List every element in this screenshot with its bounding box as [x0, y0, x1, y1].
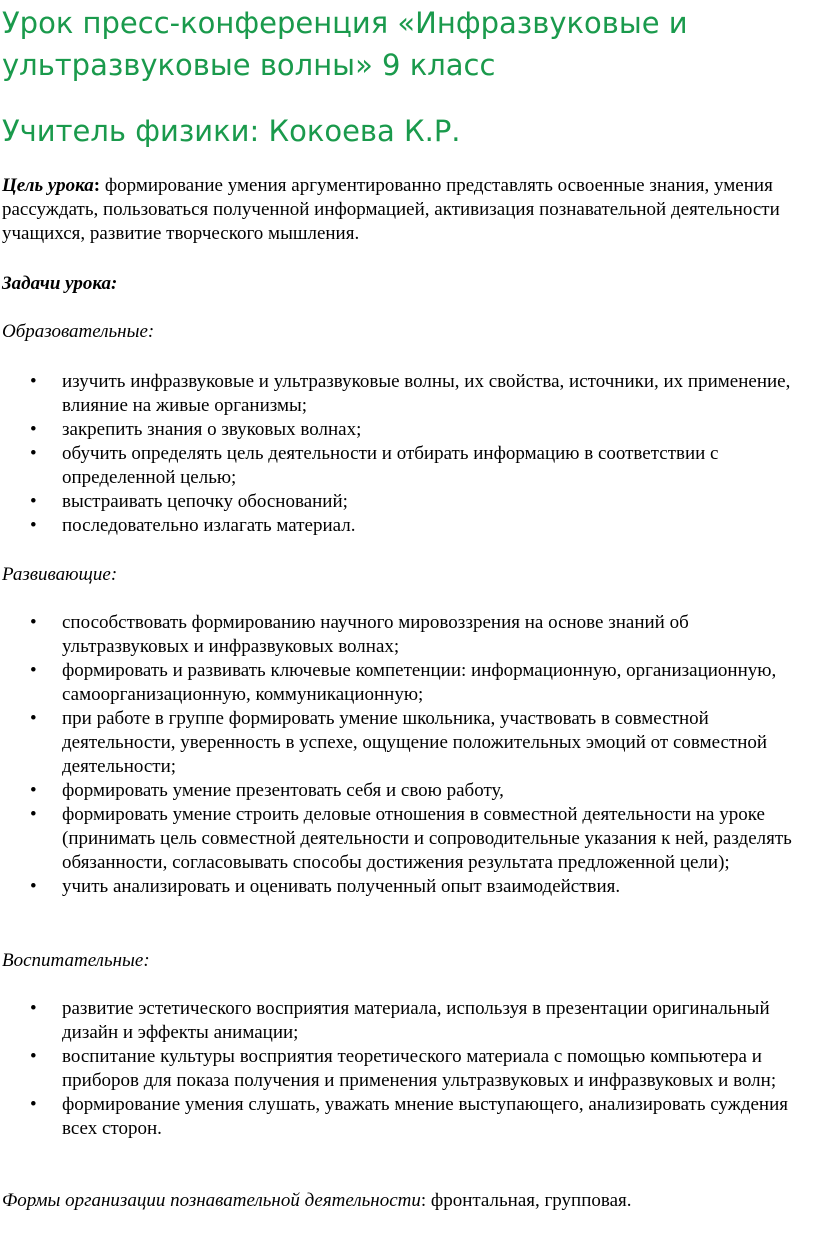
bullet: •: [30, 998, 37, 1019]
bullet: •: [30, 371, 37, 392]
goal-label: Цель урока: [2, 175, 94, 196]
list-item: • закрепить знания о звуковых волнах;: [30, 419, 362, 440]
list-item: • воспитание культуры восприятия теоретического материала с помощью компьютера и приборов для показа получения и применения ультразвуковых и инфразвуковых и волн;: [30, 1046, 777, 1091]
bullet: •: [30, 780, 37, 801]
bullet: •: [30, 515, 37, 536]
bullet: •: [30, 708, 37, 729]
activity-forms: [2, 1189, 814, 1213]
section-heading-upbringing: Воспитательные:: [2, 950, 150, 971]
lesson-title: Урок пресс-конференция «Инфразвуковые и ультразвуковые волны» 9 класс: [2, 6, 688, 82]
lesson-goal: [2, 174, 814, 246]
list-item: • изучить инфразвуковые и ультразвуковые волны, их свойства, источники, их применение, влияние на живые организмы;: [30, 371, 791, 416]
teacher-heading: Учитель физики: Кокоева К.Р.: [2, 114, 461, 148]
goal-text: формирование умения аргументированно представлять освоенные знания, умения рассуждать, пользоваться полученной информацией, активизация познавательной деятельности учащихся, развитие творческого мышления.: [2, 175, 780, 244]
forms-text: : фронтальная, групповая.: [420, 1190, 632, 1211]
list-item: • обучить определять цель деятельности и отбирать информацию в соответствии с определенной целью;: [30, 443, 719, 488]
list-item: • способствовать формированию научного мировоззрения на основе знаний об ультразвуковых и инфразвуковых волнах;: [30, 612, 689, 657]
forms-label: Формы организации познавательной деятельности: [2, 1190, 421, 1211]
list-item: • развитие эстетического восприятия материала, используя в презентации оригинальный дизайн и эффекты анимации;: [30, 998, 770, 1043]
bullet: •: [30, 1094, 37, 1115]
goal-colon: :: [93, 175, 101, 196]
section-heading-educational: Образовательные:: [2, 321, 155, 342]
list-item: • формировать умение презентовать себя и свою работу,: [30, 780, 504, 801]
list-item: • при работе в группе формировать умение школьника, участвовать в совместной деятельности, уверенность в успехе, ощущение положительных эмоций от совместной деятельности;: [30, 708, 768, 777]
list-item: • формировать и развивать ключевые компетенции: информационную, организационную, самоорганизационную, коммуникационную;: [30, 660, 777, 705]
list-item: • учить анализировать и оценивать полученный опыт взаимодействия.: [30, 876, 621, 897]
bullet: •: [30, 491, 37, 512]
list-item: • последовательно излагать материал.: [30, 515, 356, 536]
educational-list: [0, 370, 816, 538]
bullet: •: [30, 876, 37, 897]
section-heading-developing: Развивающие:: [2, 564, 118, 585]
bullet: •: [30, 419, 37, 440]
tasks-heading: Задачи урока:: [2, 273, 118, 294]
bullet: •: [30, 660, 37, 681]
bullet: •: [30, 612, 37, 633]
list-item: • выстраивать цепочку обоснований;: [30, 491, 348, 512]
bullet: •: [30, 804, 37, 825]
list-item: • формирование умения слушать, уважать мнение выступающего, анализировать суждения всех сторон.: [30, 1094, 788, 1139]
list-item: • формировать умение строить деловые отношения в совместной деятельности на уроке (принимать цель совместной деятельности и сопроводительные указания к ней, разделять обязанности, согласовывать способы достижения результата предложенной цели);: [30, 804, 792, 873]
developing-list: [0, 611, 816, 899]
bullet: •: [30, 1046, 37, 1067]
bullet: •: [30, 443, 37, 464]
upbringing-list: [0, 997, 816, 1141]
